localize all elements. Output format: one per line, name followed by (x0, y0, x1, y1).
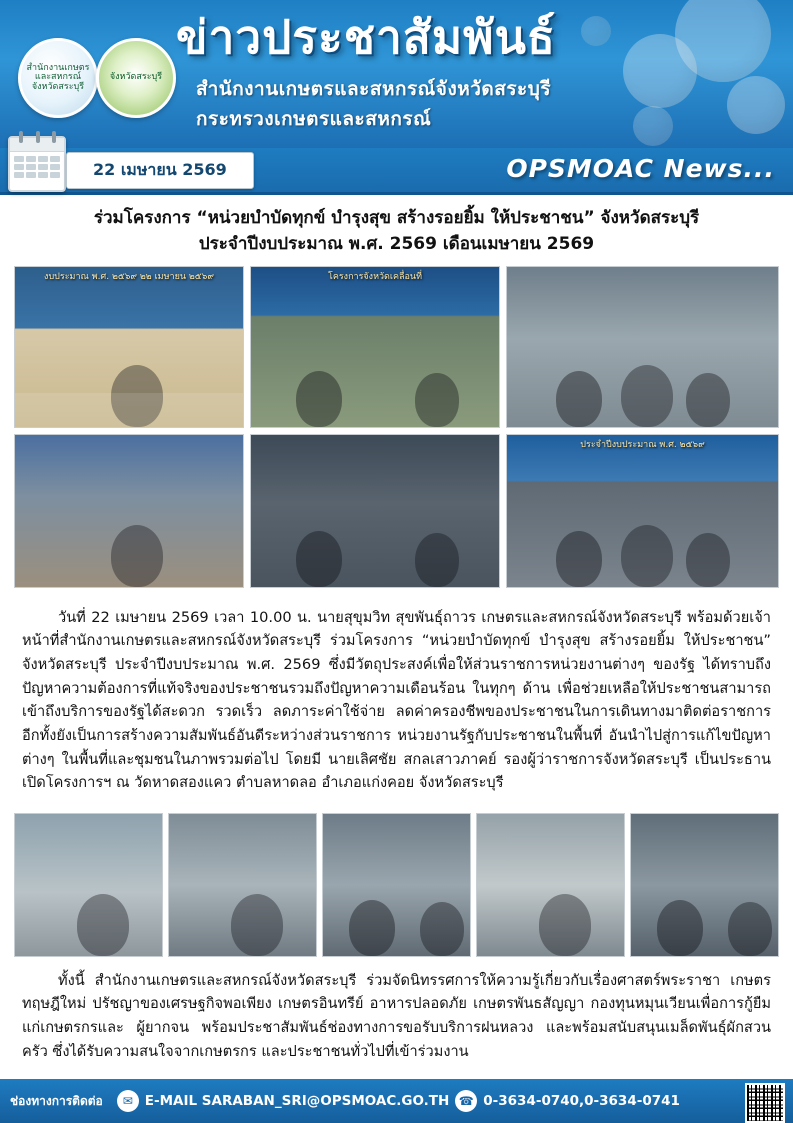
publication-date: 22 เมษายน 2569 (66, 152, 254, 189)
photo-gallery-bottom (0, 809, 793, 957)
article-body-bottom (0, 957, 793, 1078)
header-title: ข่าวประชาสัมพันธ์ (176, 10, 557, 64)
article-title-line2: ประจำปีงบประมาณ พ.ศ. 2569 เดือนเมษายน 2569 (198, 234, 595, 255)
phone-icon: ☎ (455, 1090, 477, 1112)
photo-gallery-top (0, 264, 793, 588)
photo-row-2 (14, 434, 779, 588)
photo-market-visitors (630, 813, 779, 957)
calendar-icon (8, 136, 66, 192)
page-header (0, 0, 793, 148)
photo-exhibition-booth-1 (14, 813, 163, 957)
header-subtitle-ministry: กระทรวงเกษตรและสหกรณ์ (196, 108, 432, 130)
photo-caption: โครงการจังหวัดเคลื่อนที่ (327, 271, 423, 282)
province-emblem-icon (96, 38, 176, 118)
photo-caption: งบประมาณ พ.ศ. ๒๕๖๙ ๒๒ เมษายน ๒๕๖๙ (44, 271, 214, 282)
qr-code-icon[interactable] (745, 1083, 785, 1123)
photo-speaker-podium (14, 266, 244, 428)
calendar-icon-grid (10, 152, 64, 182)
bubble-decor-3 (727, 76, 785, 134)
envelope-icon: ✉ (117, 1090, 139, 1112)
brand-label: OPSMOAC News... (506, 154, 775, 183)
article-title (0, 195, 793, 264)
article-title-line1: ร่วมโครงการ “หน่วยบำบัดทุกข์ บำรุงสุข สร้างรอยยิ้ม ให้ประชาชน” จังหวัดสระบุรี (93, 208, 700, 228)
bubble-decor-4 (633, 106, 673, 146)
contact-email[interactable]: E-MAIL SARABAN_SRI@OPSMOAC.GO.TH (144, 1093, 450, 1109)
photo-staff-booth (250, 434, 500, 588)
photo-exhibition-booth-3 (322, 813, 471, 957)
logo-text-1: สำนักงานเกษตรและสหกรณ์จังหวัดสระบุรี (26, 62, 90, 92)
ministry-emblem-icon (18, 38, 98, 118)
page-footer (0, 1079, 793, 1123)
article-body-top (0, 594, 793, 809)
paragraph-2: ทั้งนี้ สำนักงานเกษตรและสหกรณ์จังหวัดสระบุรี ร่วมจัดนิทรรศการให้ความรู้เกี่ยวกับเรื่องศาสตร์พระราชา เกษตรทฤษฎีใหม่ ปรัชญาของเศรษฐกิจพอเพียง เกษตรอินทรีย์ อาหารปลอดภัย เกษตรพันธสัญญา กองทุนหมุนเวียนเพื่อการกู้ยืม แก่เกษตรกรและ ผู้ยากจน พร้อมประชาสัมพันธ์ช่องทางการขอรับบริการฝนหลวง และพร้อมสนับสนุนเมล็ดพันธุ์ผักสวนครัว ซึ่งได้รับความสนใจจากเกษตรกร และประชาชนทั่วไปที่เข้าร่วมงาน (22, 971, 771, 1060)
photo-certificate-handover (476, 813, 625, 957)
photo-bag-handover (14, 434, 244, 588)
date-bar (0, 148, 793, 195)
photo-group-gifts (506, 434, 779, 588)
contact-phone: 0-3634-0740,0-3634-0741 (483, 1093, 680, 1109)
photo-row-1 (14, 266, 779, 428)
calendar-icon-top (10, 138, 64, 152)
contact-label: ช่องทางการติดต่อ (10, 1093, 103, 1108)
photo-exhibition-booth-2 (168, 813, 317, 957)
logo-text-2: จังหวัดสระบุรี (109, 72, 163, 83)
photo-caption: ประจำปีงบประมาณ พ.ศ. ๒๕๖๙ (580, 439, 705, 450)
header-subtitle-office: สำนักงานเกษตรและสหกรณ์จังหวัดสระบุรี (196, 78, 552, 100)
photo-group-officials (506, 266, 779, 428)
photo-stage-ceremony (250, 266, 500, 428)
paragraph-1: วันที่ 22 เมษายน 2569 เวลา 10.00 น. นายสุขุมวิท สุขพันธุ์ถาวร เกษตรและสหกรณ์จังหวัดสระบุรี พร้อมด้วยเจ้าหน้าที่สำนักงานเกษตรและสหกรณ์จังหวัดสระบุรี ร่วมโครงการ “หน่วยบำบัดทุกข์ บำรุงสุข สร้างรอยยิ้ม ให้ประชาชน” จังหวัดสระบุรี ประจำปีงบประมาณ พ.ศ. 2569 ซึ่งมีวัตถุประสงค์เพื่อให้ส่วนราชการหน่วยงานต่างๆ ของรัฐ ได้ทราบถึงปัญหาความต้องการที่แท้จริงของประชาชนรวมถึงปัญหาความเดือนร้อน ในทุกๆ ด้าน เพื่อช่วยเหลือให้ประชาชนสามารถเข้าถึงบริการของรัฐได้สะดวก รวดเร็ว ลดภาระค่าใช้จ่าย ลดค่าครองชีพของประชาชนในการเดินทางมาติดต่อราชการ อีกทั้งยังเป็นการสร้างความสัมพันธ์อันดีระหว่างส่วนราชการ หน่วยงานรัฐกับประชาชนในพื้นที่ อันนำไปสู่การแก้ไขปัญหาต่างๆ ในพื้นที่และชุมชนในภาพรวมต่อไป โดยมี นายเลิศชัย สกลเสาวภาคย์ รองผู้ว่าราชการจังหวัดสระบุรี เป็นประธานเปิดโครงการฯ ณ วัดหาดสองแคว ตำบลหาดลอ อำเภอแก่งคอย จังหวัดสระบุรี (22, 608, 771, 792)
